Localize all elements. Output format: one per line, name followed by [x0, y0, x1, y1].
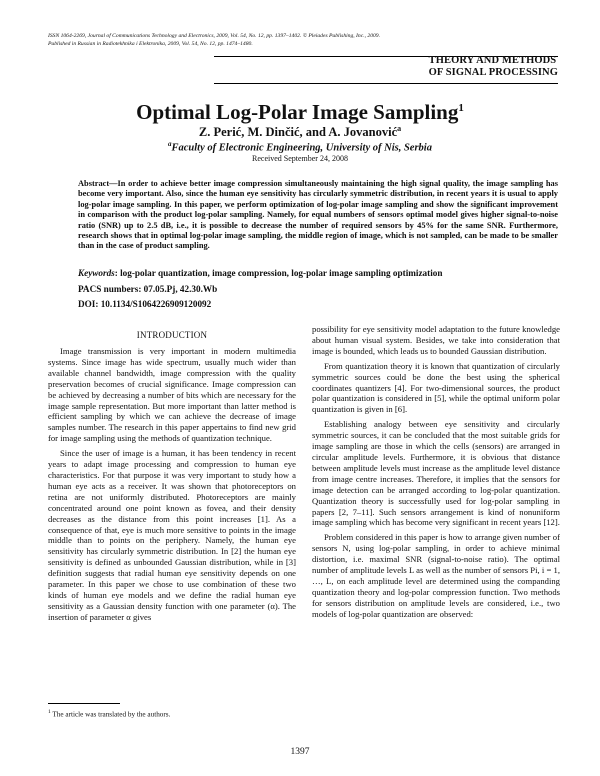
footnote-text: The article was translated by the authors.	[52, 710, 171, 719]
footnote-mark: 1	[48, 709, 51, 715]
affiliation-text: Faculty of Electronic Engineering, University of Nis, Serbia	[171, 142, 432, 154]
authors-text: Z. Perić, M. Dinčić, and A. Jovanović	[198, 125, 398, 140]
footnote	[48, 709, 170, 718]
abstract-lead: Abstract	[78, 179, 110, 188]
keywords	[78, 268, 558, 278]
paragraph: Establishing analogy between eye sensitivity and circularly symmetric sources, it can be concluded that the most suitable grids for image sampling are those in which the cells (sensors) are arranged in circular amplitude levels. Furthermore, it is obvious that distance between amplitude levels must increase as the amplitude level distance from image centre increases. Therefore, it implies that the sensors for image detection can be arranged according to log-polar quantization. Quantization theory is successfully used for log-polar sampling in papers [2, 7–11]. Such sensors arrangement is kind of nonuniform image sampling which has become very significant in recent years [12].	[312, 419, 560, 528]
abstract	[78, 179, 558, 252]
section-title-line-2: OF SIGNAL PROCESSING	[428, 67, 558, 78]
paragraph: Since the user of image is a human, it has been tendency in recent years to adapt image processing and compression to human eye characteristics. For that purpose it was very important to study how a human eye acts as a receiver. It was shown that photoreceptors on retina are not uniformly distributed. Photoreceptors are mainly concentrated around one point known as fovea, and their density decreases as the distance from this point increases [1]. As a consequence of that, eye is much more sensitive to points in the image middle than to points on the periphery. Namely, the human eye sensitivity has circularly symmetric distribution. In [2] the human eye sensitivity is defined as unbounded Gaussian distribution, while in [3] definition suggests that radial human eye sensitivity depends on one parameter. In this paper we chose to use combination of these two kinds of human eye models and we define the radial human eye sensitivity as a Gaussian density function with one parameter (α). The insertion of parameter α gives	[48, 448, 296, 622]
journal-header	[48, 32, 568, 48]
affiliation	[0, 140, 600, 154]
page-number: 1397	[290, 747, 310, 757]
keywords-label: Keywords	[78, 268, 115, 278]
article-title-text: Optimal Log-Polar Image Sampling	[136, 100, 459, 124]
section-title-line-1: THEORY AND METHODS	[428, 55, 557, 66]
right-column	[312, 324, 560, 624]
article-title	[0, 100, 600, 125]
keywords-text: : log-polar quantization, image compression, log-polar image sampling optimization	[114, 268, 443, 278]
abstract-text: —In order to achieve better image compression simultaneously maintaining the high signal quality, the image sampling has become very important. Also, since the human eye sensitivity has circularly symmetric distribution, in recent years it is usual to apply log-polar image sampling. In this paper, we perform optimization of log-polar image sampling and show the significant improvement in comparison with the product log-polar sampling. Namely, for equal numbers of sensors optimal model gives higher signal-to-noise ratio (SNR) up to 2.5 dB, i.e., it is possible to decrease the number of required sensors by 45% for the same SNR. Furthermore, research shows that in optimal log-polar image sampling, the middle region of image, which is not sampled, can be made to be smaller than in the case of product sampling.	[78, 179, 558, 251]
title-footnote-mark: 1	[458, 102, 464, 114]
pacs-numbers: PACS numbers: 07.05.Pj, 42.30.Wb	[78, 284, 218, 294]
authors	[0, 124, 600, 140]
affiliation-mark: a	[168, 140, 172, 148]
footnote-rule	[48, 703, 120, 704]
introduction-heading: INTRODUCTION	[136, 330, 208, 340]
journal-header-line-1: ISSN 1064-2269, Journal of Communications Technology and Electronics, 2009, Vol. 54, No. 12, pp. 1397–1402. © Pleiades Publishing, Inc., 2009.	[48, 33, 380, 39]
received-date: Received September 24, 2008	[252, 154, 348, 163]
left-column	[48, 346, 296, 627]
journal-header-line-2: Published in Russian in Radiotekhnika i Elektronika, 2009, Vol. 54, No. 12, pp. 1474–1480.	[48, 41, 253, 47]
section-rule-bottom	[214, 83, 558, 84]
paragraph: Problem considered in this paper is how to arrange given number of sensors N, using log-polar sampling, in order to achieve minimal distortion, i.e. maximal SNR (signal-to-noise ratio). The optimal number of amplitude levels L as well as the number of sensors Pi, i = 1, …, L, on each amplitude level are determined using the companding quantization theory and log-polar compression function. Two methods for sensors distribution on amplitude levels are considered, i.e., two models of log-polar quantization are observed:	[312, 532, 560, 619]
paragraph: Image transmission is very important in modern multimedia systems. Since image has wide spectrum, usually much wider than available channel bandwidth, image compression with the quality preservation becomes of crucial significance. Image compression can be achieved by decreasing a number of bits which are necessary for the image sample representation. But more important than latter method is efficient sampling by which we can achieve the decrease of image samples number. The research in this paper appertains to find new grid for image sampling using the methods of quantization technique.	[48, 346, 296, 444]
paragraph: possibility for eye sensitivity model adaptation to the future knowledge about human visual system. Besides, we take into consideration that image is bounded, which leads us to bounded Gaussian distribution.	[312, 324, 560, 356]
paragraph: From quantization theory it is known that quantization of circularly symmetric sources could be done the best using the spherical coordinates quantizers [4]. For two-dimensional sources, the product polar quantization is considered in [5], while the optimal uniform polar quantization is given in [6].	[312, 360, 560, 415]
section-title	[429, 55, 558, 79]
authors-mark: a	[397, 124, 402, 133]
doi: DOI: 10.1134/S1064226909120092	[78, 299, 212, 309]
